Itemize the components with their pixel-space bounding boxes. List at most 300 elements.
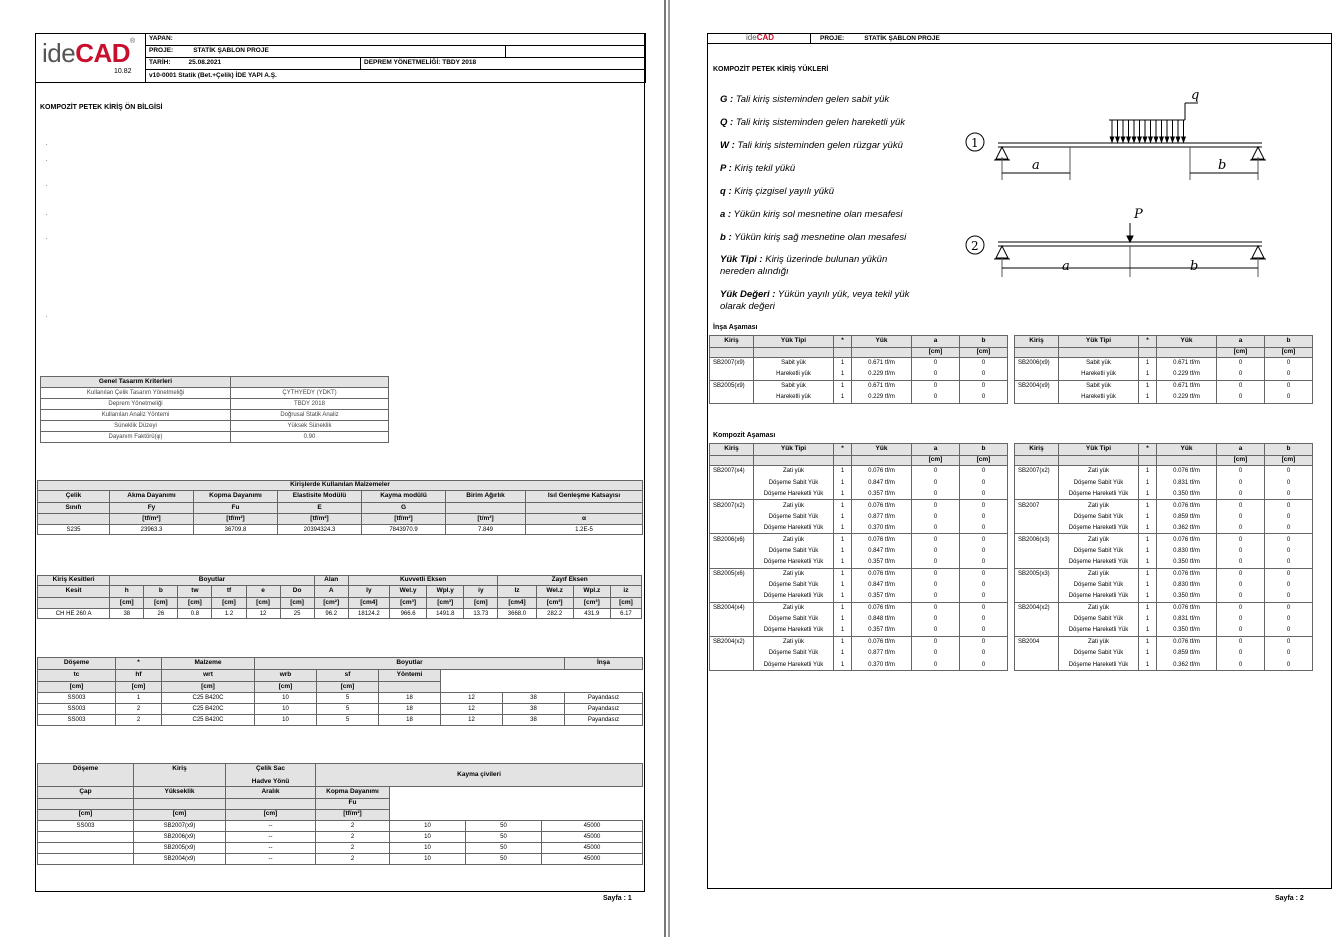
cell: Kullanılan Çelik Tasarım Yönetmeliği [41,388,231,399]
cell: 0 [960,648,1008,659]
cell: SB2006(x9) [1015,358,1059,369]
cell: 0.076 tf/m [1157,500,1217,511]
cell: Kesit [38,586,110,598]
cell: 0.076 tf/m [852,534,912,545]
cell: SB2004 [1015,636,1059,647]
cell: Payandasız [565,704,643,715]
fig-label-a2: a [1062,259,1070,274]
cell: Sabit yük [1059,380,1139,391]
cell: 0 [960,568,1008,579]
cell: Döşeme Hareketli Yük [1059,557,1139,568]
cell: Kiriş [1015,444,1059,456]
cell [852,348,912,358]
cell: [tf/m²] [110,514,194,525]
cell: 0 [912,369,960,380]
cell: 1 [834,466,852,477]
cell: [cm³] [427,598,464,609]
cell [710,511,754,522]
cell: 2 [316,853,390,864]
cell: 0 [1217,579,1265,590]
cell: SB2007(x4) [710,466,754,477]
cell: [cm] [1265,348,1313,358]
cell: Kopma Dayanımı [194,491,278,503]
cell: 0.370 tf/m [852,659,912,670]
cell: 5 [317,704,379,715]
cell: [cm³] [536,598,573,609]
cell [1015,488,1059,499]
fig-label-q: q [1191,88,1200,103]
cell: [tf/m²] [278,514,362,525]
cell: 10 [390,831,466,842]
cell: Döşeme Hareketli Yük [1059,625,1139,636]
cell: [cm³] [390,598,427,609]
cell: 7.849 [446,525,526,535]
cell: SB2007 [1015,500,1059,511]
cell: 10 [255,704,317,715]
cell: Sabit yük [1059,358,1139,369]
cell [38,831,134,842]
cell: 45000 [542,820,643,831]
cell: 0 [1217,591,1265,602]
cell: 5 [317,693,379,704]
cell: 0 [960,659,1008,670]
cell [526,503,643,514]
cell: G [362,503,446,514]
cell: 25 [280,609,314,619]
cell: 1 [834,568,852,579]
cell: Döşeme Hareketli Yük [754,591,834,602]
cell: 1 [834,659,852,670]
cell: Hareketli yük [1059,369,1139,380]
cell: 0.350 tf/m [1157,625,1217,636]
cell: S235 [38,525,110,535]
cell: Yük Tipi [754,444,834,456]
cell: 0.831 tf/m [1157,614,1217,625]
cell: Döşeme Hareketli Yük [754,659,834,670]
cell: 1 [1139,602,1157,613]
cell: Kiriş [1015,336,1059,348]
cell: [cm] [246,598,280,609]
cell: 0.877 tf/m [852,648,912,659]
cell: 0 [1217,522,1265,533]
cell: Kiriş [710,336,754,348]
legend-yuk-tipi: Yük Tipi : Kiriş üzerinde bulunan yükün [720,254,888,265]
cell: 12 [441,693,503,704]
cell: 0 [1217,392,1265,403]
cell: Payandasız [565,693,643,704]
cell: 0 [912,579,960,590]
cell: 0 [1217,500,1265,511]
cell: 50 [466,853,542,864]
cell: 0.671 tf/m [852,380,912,391]
cell: Zati yük [1059,636,1139,647]
cell: 0.350 tf/m [1157,488,1217,499]
cell: 966.6 [390,609,427,619]
cell: 1 [1139,568,1157,579]
cell: Kiriş [710,444,754,456]
cell: [cm] [110,598,144,609]
cell: 0 [1265,369,1313,380]
cell: [t/m³] [446,514,526,525]
cell: 0.671 tf/m [1157,358,1217,369]
cell: 0 [960,636,1008,647]
cell [1059,348,1139,358]
cell: α [526,514,643,525]
civi-t4: Kayma çivileri [316,764,643,787]
cell: 1 [834,369,852,380]
cell: Zati yük [754,500,834,511]
cell: 1 [1139,614,1157,625]
cell: 1 [1139,534,1157,545]
cell: Zati yük [754,602,834,613]
cell: 1 [1139,557,1157,568]
cell: 1 [1139,511,1157,522]
cell [38,514,110,525]
cell: Yük Tipi [754,336,834,348]
cell: 0 [912,477,960,488]
cell: 0.8 [178,609,212,619]
cell: tc [38,670,116,682]
cell: 0 [1217,602,1265,613]
cell: [cm] [1217,348,1265,358]
cell: 1491.8 [427,609,464,619]
cell: 1 [1139,591,1157,602]
kesit-t4: Kuvvetli Eksen [348,576,498,586]
cell: [cm] [317,682,379,693]
cell: CH HE 260 A [38,609,110,619]
cell: e [246,586,280,598]
doseme-t1: Döşeme [38,658,116,670]
cell: 0 [1265,579,1313,590]
proje-label: PROJE: [149,47,174,55]
cell [1015,545,1059,556]
cell: 0 [1217,358,1265,369]
cell: [cm] [1265,456,1313,466]
cell: 0.350 tf/m [1157,591,1217,602]
cell: 7843970.9 [362,525,446,535]
cell: 282.2 [536,609,573,619]
cell: 0 [1265,522,1313,533]
cell: 431.9 [573,609,610,619]
civi-t3: Çelik Sac [256,765,285,772]
cell: 1 [834,522,852,533]
cell: SB2004(x9) [134,853,226,864]
cell: 0 [912,614,960,625]
cell: Kopma Dayanımı [316,786,390,798]
cell: C25 B420C [162,704,255,715]
cell: [cm] [280,598,314,609]
cell: 0 [912,500,960,511]
cell: 0.076 tf/m [1157,602,1217,613]
cell: * [1139,336,1157,348]
cell: 18 [379,715,441,726]
cell: Döşeme Sabit Yük [1059,614,1139,625]
cell [710,545,754,556]
cell: 0 [1217,614,1265,625]
cell: 0 [960,625,1008,636]
cell: C25 B420C [162,693,255,704]
cell: [cm] [912,348,960,358]
cell: [cm] [116,682,162,693]
cell: Iz [498,586,536,598]
cell: Sabit yük [754,358,834,369]
cell: 2 [316,831,390,842]
deprem-label: DEPREM YÖNETMELİĞİ: [364,59,441,67]
cell: tw [178,586,212,598]
cell: Yük Tipi [1059,336,1139,348]
cell: * [834,444,852,456]
cell: 0 [960,602,1008,613]
cell: Zati yük [1059,500,1139,511]
cell: 0 [1265,545,1313,556]
cell [38,842,134,853]
cell: 0 [912,659,960,670]
cell: Isıl Genleşme Katsayısı [526,491,643,503]
doseme-t6: Yöntemi [379,670,441,682]
cell: 0 [912,358,960,369]
cell: 0 [1265,557,1313,568]
cell: Zati yük [1059,568,1139,579]
cell: 45000 [542,842,643,853]
cell [1015,511,1059,522]
cell [226,798,316,809]
komp-left-table [709,443,1008,671]
cell [710,659,754,670]
cell: Döşeme Sabit Yük [1059,545,1139,556]
cell: 50 [466,820,542,831]
legend-item: W : Tali kiriş sisteminden gelen rüzgar yükü [720,140,903,151]
beam-figure [960,85,1280,285]
cell [1015,659,1059,670]
cell: SB2004(x2) [710,636,754,647]
cell: 13.73 [464,609,498,619]
cell: 0.076 tf/m [852,500,912,511]
cell: Döşeme Sabit Yük [754,545,834,556]
cell: Yük [1157,336,1217,348]
cell: 0.362 tf/m [1157,522,1217,533]
cell: 0.076 tf/m [1157,568,1217,579]
cell [1015,557,1059,568]
cell: 1 [1139,380,1157,391]
cell: 0 [1265,591,1313,602]
cell: SS003 [38,704,116,715]
cell: 0 [960,557,1008,568]
cell: 12 [441,715,503,726]
cell: Hareketli yük [754,369,834,380]
cell [834,348,852,358]
cell: 1 [1139,392,1157,403]
cell: 26 [144,609,178,619]
cell: 0 [1265,466,1313,477]
cell: 0.848 tf/m [852,614,912,625]
cell: Doğrusal Statik Analiz [231,410,389,421]
cell: 0 [960,545,1008,556]
cell: 0 [912,602,960,613]
cell: wrb [255,670,317,682]
cell: 0 [1217,369,1265,380]
cell: [cm4] [348,598,389,609]
civi-t1: Döşeme [38,764,134,787]
cell [754,348,834,358]
legend-yuk-degeri: Yük Değeri : Yükün yayılı yük, veya tekil yük [720,289,910,300]
malz-title: Kirişlerde Kullanılan Malzemeler [38,481,643,491]
cell: 0.90 [231,432,389,443]
cell [754,456,834,466]
cell: 0 [960,466,1008,477]
cell: Kayma modülü [362,491,446,503]
cell: -- [226,842,316,853]
cell: 18 [379,693,441,704]
cell: 0 [912,557,960,568]
cell: SB2006(x6) [710,534,754,545]
cell: 0 [1265,380,1313,391]
cell: 0 [1265,477,1313,488]
cell: Zati yük [1059,534,1139,545]
cell: 0 [1217,568,1265,579]
cell: 1 [834,358,852,369]
cell: Zati yük [754,466,834,477]
cell: 2 [116,715,162,726]
cell: 50 [466,842,542,853]
cell: 0 [960,511,1008,522]
cell: 0 [912,466,960,477]
cell: Hareketli yük [1059,392,1139,403]
cell: SB2004(x9) [1015,380,1059,391]
cell: Döşeme Sabit Yük [754,648,834,659]
cell: Çelik [38,491,110,503]
cell: Döşeme Sabit Yük [1059,511,1139,522]
legend-item: q : Kiriş çizgisel yayılı yükü [720,186,835,197]
cell [1015,579,1059,590]
cell: Sınıfı [38,503,110,514]
cell: 0 [960,500,1008,511]
cell: 45000 [542,853,643,864]
cell: 1 [834,625,852,636]
cell: 1 [1139,369,1157,380]
doseme-t5: İnşa [565,658,643,670]
cell: Döşeme Hareketli Yük [1059,659,1139,670]
cell [1157,348,1217,358]
page-1-title: KOMPOZİT PETEK KİRİŞ ÖN BİLGİSİ [40,104,163,111]
doseme-t3: Malzeme [162,658,255,670]
komp-title: Kompozit Aşaması [713,432,776,439]
fig-label-1: 1 [971,136,979,150]
cell [1015,369,1059,380]
cell [710,579,754,590]
cell: 1 [116,693,162,704]
cell: 1 [834,648,852,659]
cell: E [278,503,362,514]
header-table [145,33,646,83]
cell: [cm] [226,809,316,820]
cell: [cm] [960,348,1008,358]
cell [1139,348,1157,358]
cell [710,348,754,358]
cell: 2 [316,820,390,831]
cell: 0.357 tf/m [852,591,912,602]
cell: a [1217,444,1265,456]
cell: 0.671 tf/m [1157,380,1217,391]
cell: [tf/m²] [194,514,278,525]
fig-label-b1: b [1218,158,1227,173]
cell: Wel.y [390,586,427,598]
cell: 0 [1217,488,1265,499]
cell: Wpl.y [427,586,464,598]
cell: Do [280,586,314,598]
cell [834,456,852,466]
cell: a [912,336,960,348]
cell: 23963.3 [110,525,194,535]
cell: [cm] [610,598,641,609]
cell: 0.830 tf/m [1157,545,1217,556]
cell: ÇYTHYEDY (YDKT) [231,388,389,399]
cell: 0.229 tf/m [852,392,912,403]
cell: 1 [834,602,852,613]
cell: [cm] [178,598,212,609]
cell: [cm²] [314,598,348,609]
legend-item: a : Yükün kiriş sol mesnetine olan mesafesi [720,209,903,220]
cell: [cm] [38,809,134,820]
cell: Kullanılan Analiz Yöntemi [41,410,231,421]
cell: 0 [960,477,1008,488]
cell: SB2006(x3) [1015,534,1059,545]
cell: 0.877 tf/m [852,511,912,522]
civi-t3b: Hadve Yönü [251,778,290,785]
cell: 0 [1217,636,1265,647]
cell: 0 [1217,659,1265,670]
yapan-label: YAPAN: [146,34,646,46]
cell: Döşeme Sabit Yük [754,614,834,625]
cell: Döşeme Hareketli Yük [1059,591,1139,602]
cell: 0 [1265,358,1313,369]
cell: 0 [960,591,1008,602]
doseme-t4: Boyutlar [255,658,565,670]
cell [1139,456,1157,466]
cell: 0.076 tf/m [852,466,912,477]
cell: SS003 [38,693,116,704]
cell: 1 [834,477,852,488]
page-number-1: Sayfa : 1 [603,895,632,902]
cell: 18124.2 [348,609,389,619]
cell: Fu [316,798,390,809]
insa-title: İnşa Aşaması [713,324,758,331]
cell: 1 [834,534,852,545]
cell: 0.076 tf/m [852,568,912,579]
cell: SB2007(x2) [710,500,754,511]
cell: 10 [255,715,317,726]
cell: 0.831 tf/m [1157,477,1217,488]
cell: 10 [390,853,466,864]
genel-title: Genel Tasarım Kriterleri [41,377,231,388]
cell [446,503,526,514]
cell: Dayanım Faktörü(φ) [41,432,231,443]
cell: 0 [960,358,1008,369]
cell: Döşeme Hareketli Yük [754,488,834,499]
cell [1015,625,1059,636]
cell: Wel.z [536,586,573,598]
cell: tf [212,586,246,598]
cell: 38 [503,693,565,704]
cell: 0 [1265,659,1313,670]
cell [710,477,754,488]
cell: 0.076 tf/m [852,636,912,647]
cell: 0.229 tf/m [1157,392,1217,403]
cell: 0.350 tf/m [1157,557,1217,568]
page-2 [668,0,1333,937]
cell: 0.847 tf/m [852,545,912,556]
cell: 0 [1265,392,1313,403]
cell: Zati yük [754,636,834,647]
